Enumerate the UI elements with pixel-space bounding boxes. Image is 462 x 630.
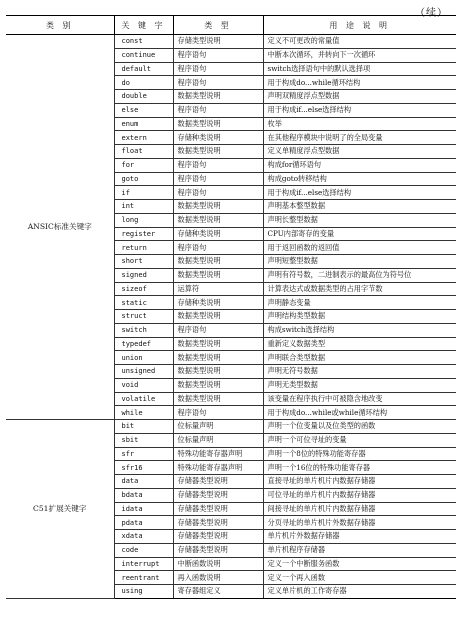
keyword-cell: bdata bbox=[114, 488, 173, 502]
usage-cell: 声明一个8位的特殊功能寄存器 bbox=[263, 447, 456, 461]
usage-cell: 在其他程序模块中说明了的全局变量 bbox=[263, 131, 456, 145]
keyword-cell: for bbox=[114, 158, 173, 172]
type-cell: 数据类型说明 bbox=[173, 145, 263, 159]
usage-cell: 声明无类型数据 bbox=[263, 378, 456, 392]
type-cell: 程序语句 bbox=[173, 406, 263, 420]
usage-cell: 声明联合类型数据 bbox=[263, 351, 456, 365]
keyword-cell: idata bbox=[114, 502, 173, 516]
type-cell: 存储器类型说明 bbox=[173, 530, 263, 544]
usage-cell: 单片机程序存储器 bbox=[263, 543, 456, 557]
type-cell: 存储种类说明 bbox=[173, 296, 263, 310]
type-cell: 数据类型说明 bbox=[173, 90, 263, 104]
type-cell: 数据类型说明 bbox=[173, 378, 263, 392]
type-cell: 存储类型说明 bbox=[173, 35, 263, 49]
keyword-cell: struct bbox=[114, 310, 173, 324]
type-cell: 程序语句 bbox=[173, 241, 263, 255]
type-cell: 再入函数说明 bbox=[173, 571, 263, 585]
keyword-cell: register bbox=[114, 227, 173, 241]
type-cell: 数据类型说明 bbox=[173, 117, 263, 131]
usage-cell: 计算表达式或数据类型的占用字节数 bbox=[263, 282, 456, 296]
type-cell: 特殊功能寄存器声明 bbox=[173, 447, 263, 461]
usage-cell: 声明长整型数据 bbox=[263, 213, 456, 227]
usage-cell: 构成goto转移结构 bbox=[263, 172, 456, 186]
usage-cell: 声明有符号数，二进制表示的最高位为符号位 bbox=[263, 268, 456, 282]
header-row bbox=[6, 16, 456, 35]
usage-cell: 声明双精度浮点型数据 bbox=[263, 90, 456, 104]
keyword-cell: volatile bbox=[114, 392, 173, 406]
type-cell: 位标量声明 bbox=[173, 433, 263, 447]
usage-cell: 定义一个中断服务函数 bbox=[263, 557, 456, 571]
type-cell: 程序语句 bbox=[173, 62, 263, 76]
keyword-cell: const bbox=[114, 35, 173, 49]
table-body bbox=[6, 35, 456, 599]
usage-cell: 用于返回函数的返回值 bbox=[263, 241, 456, 255]
type-cell: 存储器类型说明 bbox=[173, 488, 263, 502]
keyword-cell: xdata bbox=[114, 530, 173, 544]
type-cell: 数据类型说明 bbox=[173, 392, 263, 406]
type-cell: 数据类型说明 bbox=[173, 268, 263, 282]
usage-cell: 声明无符号数据 bbox=[263, 365, 456, 379]
keyword-cell: interrupt bbox=[114, 557, 173, 571]
keyword-cell: enum bbox=[114, 117, 173, 131]
type-cell: 中断函数说明 bbox=[173, 557, 263, 571]
keyword-table bbox=[6, 15, 456, 599]
type-cell: 存储器类型说明 bbox=[173, 502, 263, 516]
usage-cell: 间接寻址的单片机片内数据存储器 bbox=[263, 502, 456, 516]
header-category: 类 别 bbox=[6, 16, 114, 35]
keyword-cell: bit bbox=[114, 420, 173, 434]
type-cell: 程序语句 bbox=[173, 103, 263, 117]
keyword-cell: continue bbox=[114, 48, 173, 62]
usage-cell: 定义不可更改的常量值 bbox=[263, 35, 456, 49]
keyword-cell: sbit bbox=[114, 433, 173, 447]
header-keyword: 关 键 字 bbox=[114, 16, 173, 35]
keyword-cell: goto bbox=[114, 172, 173, 186]
type-cell: 存储器类型说明 bbox=[173, 475, 263, 489]
keyword-cell: void bbox=[114, 378, 173, 392]
type-cell: 存储器类型说明 bbox=[173, 543, 263, 557]
keyword-cell: short bbox=[114, 255, 173, 269]
keyword-cell: switch bbox=[114, 323, 173, 337]
keyword-cell: code bbox=[114, 543, 173, 557]
keyword-cell: reentrant bbox=[114, 571, 173, 585]
usage-cell: 枚举 bbox=[263, 117, 456, 131]
category-cell: C51扩展关键字 bbox=[6, 420, 114, 599]
usage-cell: 声明结构类型数据 bbox=[263, 310, 456, 324]
keyword-cell: int bbox=[114, 200, 173, 214]
usage-cell: 声明静态变量 bbox=[263, 296, 456, 310]
keyword-cell: data bbox=[114, 475, 173, 489]
type-cell: 程序语句 bbox=[173, 48, 263, 62]
usage-cell: 用于构成if...else选择结构 bbox=[263, 103, 456, 117]
type-cell: 数据类型说明 bbox=[173, 365, 263, 379]
keyword-cell: double bbox=[114, 90, 173, 104]
table-row bbox=[6, 35, 456, 49]
usage-cell: 用于构成do...while循环结构 bbox=[263, 76, 456, 90]
type-cell: 程序语句 bbox=[173, 323, 263, 337]
keyword-cell: sfr bbox=[114, 447, 173, 461]
type-cell: 运算符 bbox=[173, 282, 263, 296]
type-cell: 数据类型说明 bbox=[173, 213, 263, 227]
type-cell: 数据类型说明 bbox=[173, 351, 263, 365]
type-cell: 程序语句 bbox=[173, 158, 263, 172]
keyword-cell: while bbox=[114, 406, 173, 420]
usage-cell: 声明基本整型数据 bbox=[263, 200, 456, 214]
continued-label: （续） bbox=[415, 8, 448, 19]
category-cell: ANSIC标准关键字 bbox=[6, 35, 114, 420]
keyword-cell: if bbox=[114, 186, 173, 200]
header-type: 类 型 bbox=[173, 16, 263, 35]
keyword-cell: extern bbox=[114, 131, 173, 145]
type-cell: 位标量声明 bbox=[173, 420, 263, 434]
usage-cell: 可位寻址的单片机片内数据存储器 bbox=[263, 488, 456, 502]
type-cell: 数据类型说明 bbox=[173, 200, 263, 214]
keyword-cell: pdata bbox=[114, 516, 173, 530]
usage-cell: 直接寻址的单片机片内数据存储器 bbox=[263, 475, 456, 489]
usage-cell: 构成for循环语句 bbox=[263, 158, 456, 172]
usage-cell: 定义一个再入函数 bbox=[263, 571, 456, 585]
keyword-cell: sizeof bbox=[114, 282, 173, 296]
type-cell: 存储种类说明 bbox=[173, 131, 263, 145]
keyword-cell: static bbox=[114, 296, 173, 310]
type-cell: 数据类型说明 bbox=[173, 310, 263, 324]
keyword-cell: long bbox=[114, 213, 173, 227]
keyword-cell: float bbox=[114, 145, 173, 159]
keyword-cell: signed bbox=[114, 268, 173, 282]
usage-cell: 定义单片机的工作寄存器 bbox=[263, 585, 456, 599]
keyword-cell: default bbox=[114, 62, 173, 76]
keyword-cell: unsigned bbox=[114, 365, 173, 379]
type-cell: 特殊功能寄存器声明 bbox=[173, 461, 263, 475]
keyword-cell: return bbox=[114, 241, 173, 255]
header-usage: 用 途 说 明 bbox=[263, 16, 456, 35]
keyword-cell: sfr16 bbox=[114, 461, 173, 475]
keyword-cell: else bbox=[114, 103, 173, 117]
type-cell: 数据类型说明 bbox=[173, 255, 263, 269]
usage-cell: 该变量在程序执行中可被隐含地改变 bbox=[263, 392, 456, 406]
keyword-cell: union bbox=[114, 351, 173, 365]
type-cell: 程序语句 bbox=[173, 186, 263, 200]
usage-cell: 声明一个16位的特殊功能寄存器 bbox=[263, 461, 456, 475]
keyword-cell: typedef bbox=[114, 337, 173, 351]
usage-cell: 声明一个位变量以及位类型的函数 bbox=[263, 420, 456, 434]
usage-cell: 分页寻址的单片机片外数据存储器 bbox=[263, 516, 456, 530]
usage-cell: 声明短整型数据 bbox=[263, 255, 456, 269]
usage-cell: 声明一个可位寻址的变量 bbox=[263, 433, 456, 447]
type-cell: 程序语句 bbox=[173, 172, 263, 186]
usage-cell: 重新定义数据类型 bbox=[263, 337, 456, 351]
type-cell: 存储器类型说明 bbox=[173, 516, 263, 530]
usage-cell: 构成switch选择结构 bbox=[263, 323, 456, 337]
table-row bbox=[6, 420, 456, 434]
usage-cell: CPU内部寄存的变量 bbox=[263, 227, 456, 241]
usage-cell: 中断本次循环，并转向下一次循环 bbox=[263, 48, 456, 62]
usage-cell: 用于构成do...while或while循环结构 bbox=[263, 406, 456, 420]
keyword-cell: do bbox=[114, 76, 173, 90]
type-cell: 存储种类说明 bbox=[173, 227, 263, 241]
type-cell: 寄存器组定义 bbox=[173, 585, 263, 599]
usage-cell: 用于构成if...else选择结构 bbox=[263, 186, 456, 200]
usage-cell: switch选择语句中的默认选择项 bbox=[263, 62, 456, 76]
usage-cell: 定义单精度浮点型数据 bbox=[263, 145, 456, 159]
type-cell: 程序语句 bbox=[173, 76, 263, 90]
type-cell: 数据类型说明 bbox=[173, 337, 263, 351]
keyword-cell: using bbox=[114, 585, 173, 599]
usage-cell: 单片机片外数据存储器 bbox=[263, 530, 456, 544]
